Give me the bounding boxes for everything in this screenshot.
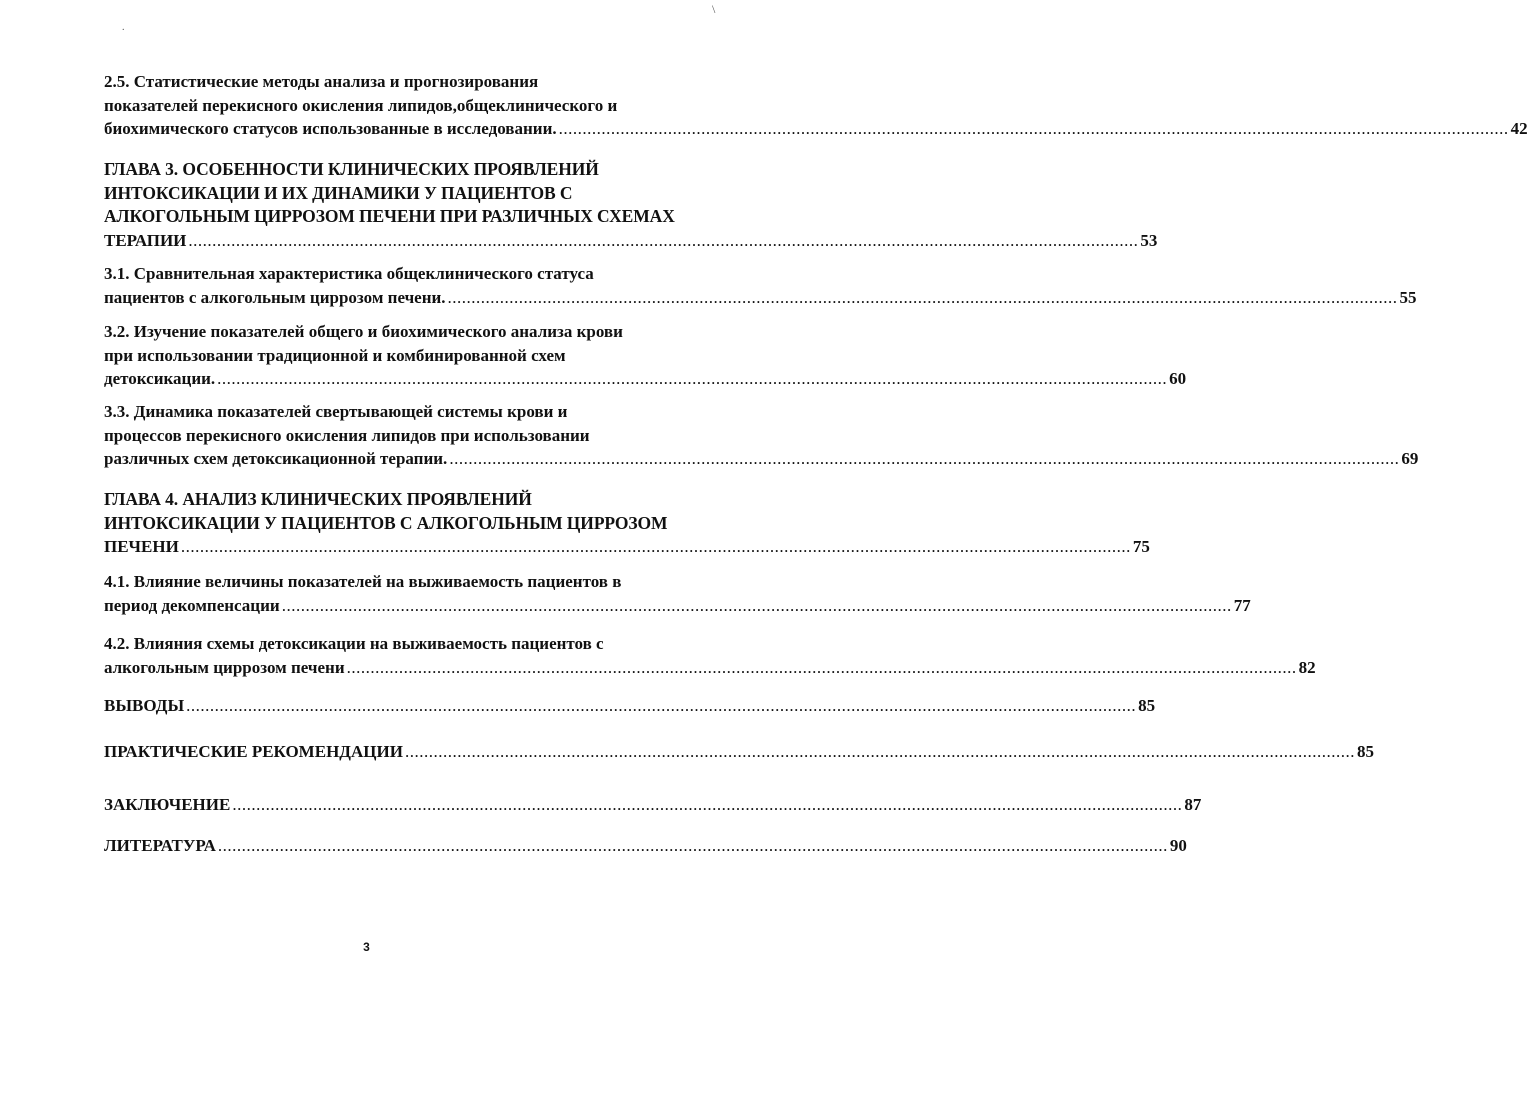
- toc-entry-line: ТЕРАПИИ: [104, 230, 187, 250]
- dot-leader: ........................................................................................................................................................................................................: [232, 795, 1183, 814]
- toc-entry-recommendations[interactable]: [104, 740, 1374, 764]
- toc-entry-line: ИНТОКСИКАЦИИ У ПАЦИЕНТОВ С АЛКОГОЛЬНЫМ ЦИРРОЗОМ: [104, 512, 668, 533]
- toc-entry-4-1[interactable]: [104, 570, 1251, 617]
- toc-entry-chapter-3[interactable]: [104, 158, 1158, 252]
- toc-page-number: 90: [1169, 836, 1187, 855]
- toc-page-number: 55: [1399, 287, 1417, 307]
- toc-entry-line: 3.2. Изучение показателей общего и биохимического анализа крови: [104, 322, 623, 341]
- dot-leader: ........................................................................................................................................................................................................: [404, 742, 1355, 761]
- toc-entry-line: 3.3. Динамика показателей свертывающей системы крови и: [104, 402, 568, 421]
- scan-artifact-dot: .: [122, 22, 125, 33]
- scan-artifact-mark: \: [712, 2, 716, 16]
- toc-entry-line: ЗАКЛЮЧЕНИЕ: [104, 795, 231, 814]
- toc-entry-4-2[interactable]: [104, 632, 1316, 679]
- toc-page-number: 69: [1401, 449, 1419, 468]
- page-number: 3: [363, 940, 370, 954]
- toc-entry-line: ПЕЧЕНИ: [104, 537, 179, 556]
- toc-entry-line: ИНТОКСИКАЦИИ И ИХ ДИНАМИКИ У ПАЦИЕНТОВ С: [104, 182, 573, 203]
- toc-entry-line: при использовании традиционной и комбинированной схем: [104, 345, 566, 365]
- dot-leader: ........................................................................................................................................................................................................: [188, 230, 1139, 250]
- toc-entry-line: детоксикации.: [104, 369, 216, 388]
- toc-entry-2-5[interactable]: [104, 70, 1528, 141]
- toc-page-number: 42: [1510, 119, 1528, 138]
- toc-entry-line: 4.1. Влияние величины показателей на выживаемость пациентов в: [104, 572, 622, 591]
- toc-entry-line: АЛКОГОЛЬНЫМ ЦИРРОЗОМ ПЕЧЕНИ ПРИ РАЗЛИЧНЫХ СХЕМАХ: [104, 206, 675, 226]
- toc-page-number: 53: [1140, 230, 1158, 250]
- toc-entry-line: ЛИТЕРАТУРА: [104, 836, 216, 855]
- toc-page-number: 85: [1356, 742, 1374, 761]
- dot-leader: ........................................................................................................................................................................................................: [186, 696, 1137, 715]
- toc-page-number: 75: [1132, 537, 1150, 556]
- toc-entry-line: 3.1. Сравнительная характеристика общеклинического статуса: [104, 264, 594, 283]
- toc-entry-line: 4.2. Влияния схемы детоксикации на выживаемость пациентов с: [104, 634, 604, 653]
- toc-entry-chapter-4[interactable]: [104, 488, 1150, 559]
- toc-page-number: 85: [1138, 696, 1156, 715]
- dot-leader: ........................................................................................................................................................................................................: [558, 119, 1509, 138]
- toc-entry-3-2[interactable]: [104, 320, 1187, 391]
- toc-entry-line: ГЛАВА 4. АНАЛИЗ КЛИНИЧЕСКИХ ПРОЯВЛЕНИЙ: [104, 489, 532, 509]
- toc-entry-3-3[interactable]: [104, 400, 1419, 471]
- toc-page-number: 87: [1184, 795, 1202, 814]
- dot-leader: ........................................................................................................................................................................................................: [346, 657, 1297, 677]
- dot-leader: ........................................................................................................................................................................................................: [449, 449, 1400, 468]
- toc-page-number: 60: [1169, 369, 1187, 388]
- toc-page-number: 82: [1298, 657, 1316, 677]
- dot-leader: ........................................................................................................................................................................................................: [180, 537, 1131, 556]
- dot-leader: ........................................................................................................................................................................................................: [217, 836, 1168, 855]
- toc-entry-line: процессов перекисного окисления липидов при использовании: [104, 425, 590, 445]
- toc-entry-line: 2.5. Статистические методы анализа и прогнозирования: [104, 72, 539, 91]
- toc-entry-3-1[interactable]: [104, 262, 1417, 309]
- toc-entry-line: ПРАКТИЧЕСКИЕ РЕКОМЕНДАЦИИ: [104, 742, 403, 761]
- toc-entry-literature[interactable]: [104, 834, 1187, 858]
- toc-entry-summary[interactable]: [104, 793, 1202, 817]
- dot-leader: ........................................................................................................................................................................................................: [217, 369, 1168, 388]
- dot-leader: ........................................................................................................................................................................................................: [447, 287, 1398, 307]
- toc-entry-line: различных схем детоксикационной терапии.: [104, 449, 448, 468]
- toc-entry-line: период декомпенсации: [104, 595, 280, 615]
- toc-page-number: 77: [1233, 595, 1251, 615]
- toc-entry-line: показателей перекисного окисления липидов,общеклинического и: [104, 95, 618, 115]
- dot-leader: ........................................................................................................................................................................................................: [281, 595, 1232, 615]
- toc-entry-line: пациентов с алкогольным циррозом печени.: [104, 287, 446, 307]
- toc-entry-line: биохимического статусов использованные в исследовании.: [104, 119, 557, 138]
- toc-entry-conclusions[interactable]: [104, 694, 1156, 718]
- toc-entry-line: алкогольным циррозом печени: [104, 657, 345, 677]
- toc-entry-line: ВЫВОДЫ: [104, 696, 185, 715]
- toc-entry-line: ГЛАВА 3. ОСОБЕННОСТИ КЛИНИЧЕСКИХ ПРОЯВЛЕНИЙ: [104, 159, 599, 179]
